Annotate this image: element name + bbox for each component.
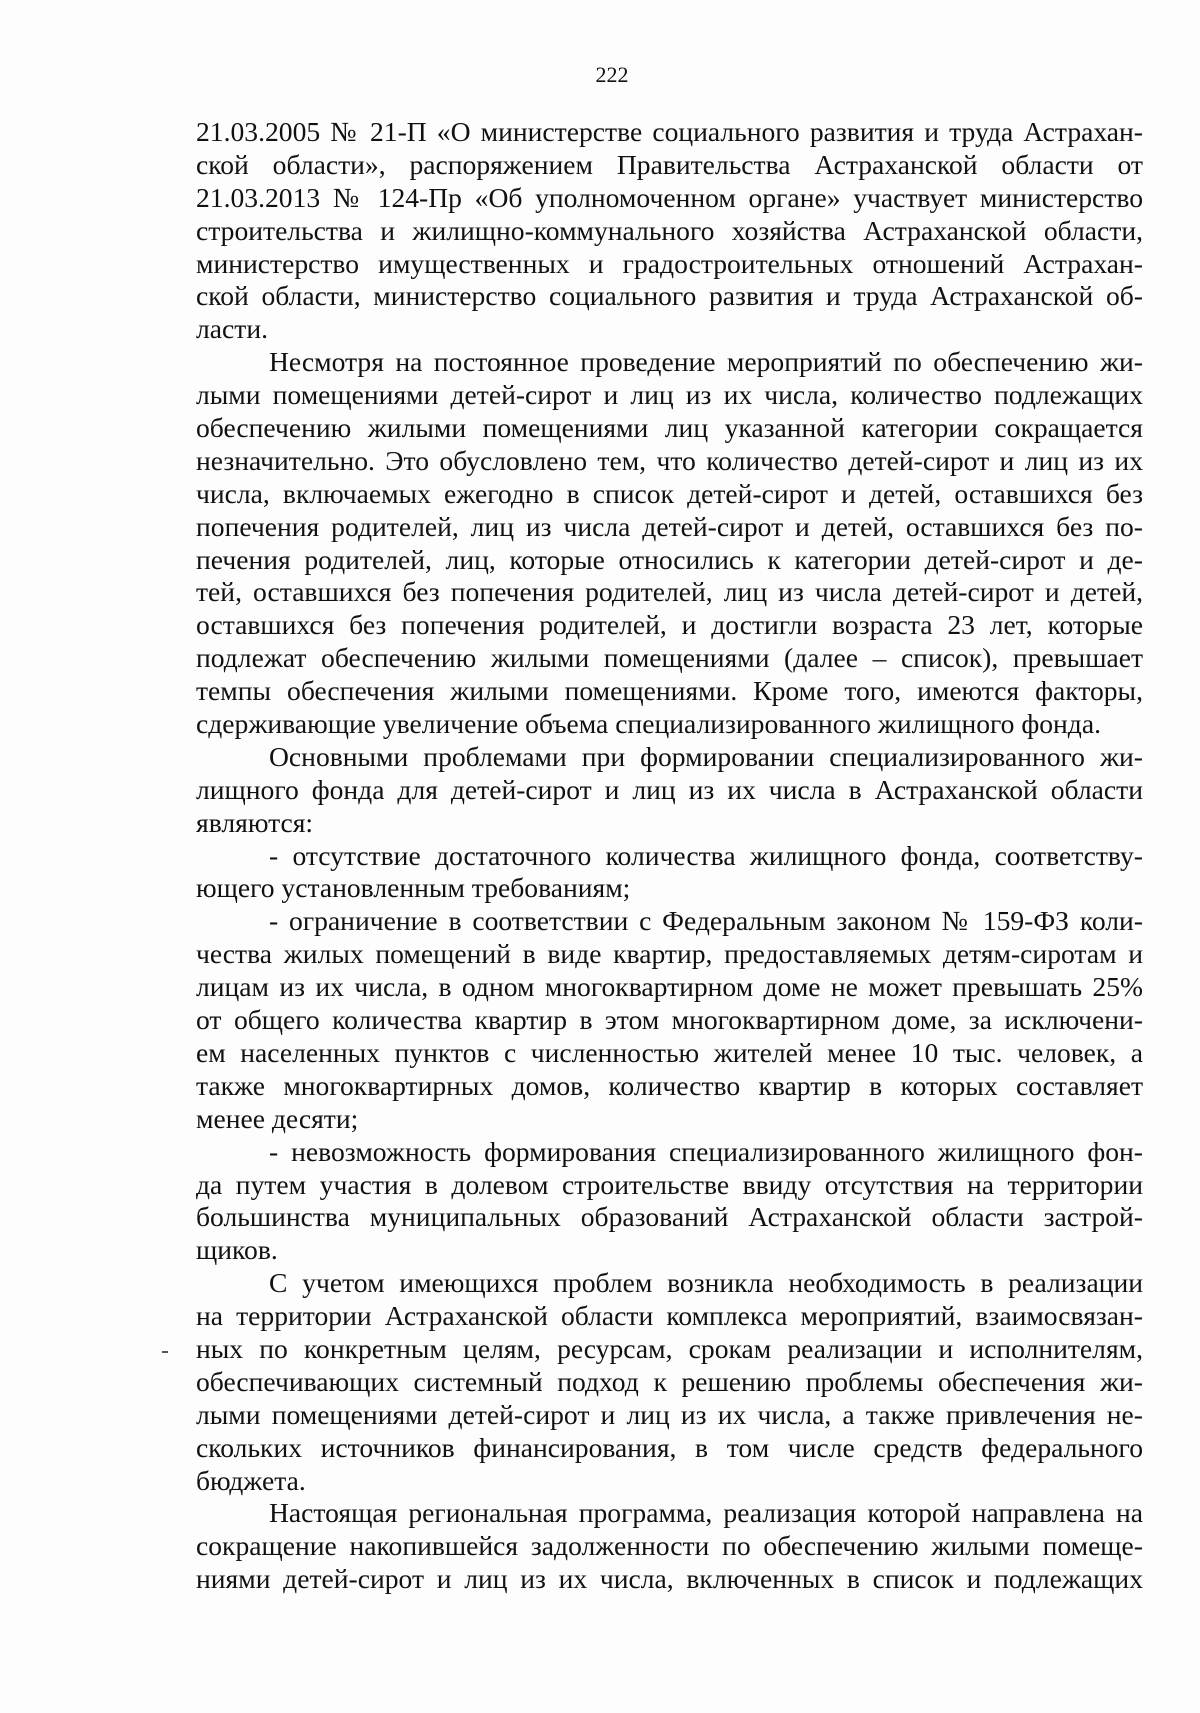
text-line: С учетом имеющихся проблем возникла необходимость в реализации [269,1267,1143,1299]
text-line: строительства и жилищно-коммунального хозяйства Астраханской области, [196,214,1143,246]
text-line: на территории Астраханской области комплекса мероприятий, взаимосвязан- [196,1300,1143,1332]
text-line: большинства муниципальных образований Астраханской области застрой- [196,1201,1143,1233]
text-line: незначительно. Это обусловлено тем, что количество детей-сирот и лиц из их [196,444,1143,476]
paragraph-p8 [196,1497,1143,1596]
text-line: ской области, министерство социального развития и труда Астраханской об- [196,280,1143,312]
scan-speck [162,1351,168,1353]
text-line: сокращение накопившейся задолженности по обеспечению жилыми помеще- [196,1530,1143,1562]
text-line: менее десяти; [196,1102,359,1134]
text-line: лищного фонда для детей-сирот и лиц из их числа в Астраханской области [196,773,1143,805]
text-line: чества жилых помещений в виде квартир, предоставляемых детям-сиротам и [196,938,1143,970]
text-line: обеспечивающих системный подход к решению проблемы обеспечения жи- [196,1365,1143,1397]
paragraph-p3 [196,741,1143,840]
paragraph-p2 [196,346,1143,741]
text-line: 21.03.2013 № 124-Пр «Об уполномоченном органе» участвует министерство [196,181,1143,213]
text-line: щиков. [196,1234,278,1266]
paragraph-p4 [196,840,1143,906]
text-line: оставшихся без попечения родителей, и достигли возраста 23 лет, которые [196,609,1143,641]
text-line: темпы обеспечения жилыми помещениями. Кроме того, имеются факторы, [196,675,1143,707]
text-line: Несмотря на постоянное проведение мероприятий по обеспечению жи- [269,346,1143,378]
text-line: от общего количества квартир в этом многоквартирном доме, за исключени- [196,1004,1143,1036]
document-body [196,116,1143,1596]
text-line: лыми помещениями детей-сирот и лиц из их числа, количество подлежащих [196,379,1143,411]
text-line: попечения родителей, лиц из числа детей-сирот и детей, оставшихся без по- [196,510,1143,542]
text-line: ющего установленным требованиям; [196,872,631,904]
text-line: Основными проблемами при формировании специализированного жи- [269,740,1143,772]
text-line: ных по конкретным целям, ресурсам, срокам реализации и исполнителям, [196,1332,1143,1364]
text-line: являются: [196,806,314,838]
text-line: бюджета. [196,1464,306,1496]
text-line: да путем участия в долевом строительстве ввиду отсутствия на территории [196,1168,1143,1200]
text-line: 21.03.2005 № 21-П «О министерстве социального развития и труда Астрахан- [196,116,1143,147]
paragraph-p6 [196,1136,1143,1268]
text-line: сдерживающие увеличение объема специализированного жилищного фонда. [196,708,1101,740]
text-line: обеспечению жилыми помещениями лиц указанной категории сокращается [196,412,1143,444]
text-line: Настоящая региональная программа, реализация которой направлена на [269,1497,1143,1529]
text-line: ниями детей-сирот и лиц из их числа, включенных в список и подлежащих [196,1563,1143,1595]
text-line: министерство имущественных и градостроительных отношений Астрахан- [196,247,1143,279]
text-line: лицам из их числа, в одном многоквартирном доме не может превышать 25% [196,971,1143,1003]
text-line: ем населенных пунктов с численностью жителей менее 10 тыс. человек, а [196,1036,1143,1068]
paragraph-p1 [196,116,1143,346]
text-line: печения родителей, лиц, которые относились к категории детей-сирот и де- [196,543,1143,575]
page-number: 222 [595,62,629,87]
text-line: лыми помещениями детей-сирот и лиц из их числа, а также привлечения не- [196,1398,1143,1430]
text-line: - невозможность формирования специализированного жилищного фон- [269,1135,1143,1167]
text-line: также многоквартирных домов, количество квартир в которых составляет [196,1069,1143,1101]
text-line: ской области», распоряжением Правительства Астраханской области от [196,148,1143,180]
text-line: - отсутствие достаточного количества жилищного фонда, соответству- [269,839,1143,871]
text-line: подлежат обеспечению жилыми помещениями (далее – список), превышает [196,642,1143,674]
text-line: скольких источников финансирования, в том числе средств федерального [196,1431,1143,1463]
text-line: тей, оставшихся без попечения родителей, лиц из числа детей-сирот и детей, [196,576,1143,608]
text-line: ласти. [196,313,268,345]
text-line: числа, включаемых ежегодно в список детей-сирот и детей, оставшихся без [196,477,1143,509]
text-line: - ограничение в соответствии с Федеральным законом № 159-ФЗ коли- [269,905,1143,937]
paragraph-p7 [196,1267,1143,1497]
paragraph-p5 [196,905,1143,1135]
